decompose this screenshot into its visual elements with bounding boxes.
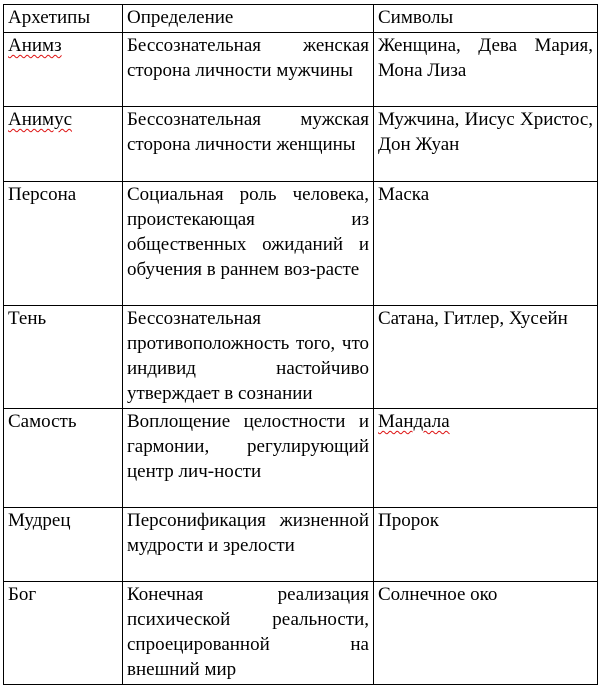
definition-cell: Бессознательная противоположность того, что индивид настойчиво утверждает в сознании [123, 306, 374, 409]
table-row [4, 409, 598, 508]
symbols-cell: Солнечное око [374, 582, 598, 685]
table-header-row [4, 5, 598, 33]
archetype-cell: Анимз [4, 33, 123, 107]
definition-cell: Бессознательная мужская сторона личности женщины [123, 107, 374, 182]
archetype-cell: Самость [4, 409, 123, 508]
header-symbols: Символы [374, 5, 598, 33]
symbols-cell: Мандала [374, 409, 598, 508]
symbols-cell: Пророк [374, 508, 598, 582]
definition-cell: Воплощение целостности и гармонии, регулирующий центр лич-ности [123, 409, 374, 508]
table-row [4, 508, 598, 582]
header-archetypes: Архетипы [4, 5, 123, 33]
table-row [4, 107, 598, 182]
definition-cell: Конечная реализация психической реальности, спроецированной на внешний мир [123, 582, 374, 685]
definition-cell: Бессознательная женская сторона личности мужчины [123, 33, 374, 107]
cropped-text-bottom [0, 664, 600, 671]
archetype-cell: Персона [4, 182, 123, 306]
symbols-cell: Женщина, Дева Мария, Мона Лиза [374, 33, 598, 107]
symbols-cell: Маска [374, 182, 598, 306]
header-definition: Определение [123, 5, 374, 33]
archetype-cell: Мудрец [4, 508, 123, 582]
symbols-cell: Мужчина, Иисус Христос, Дон Жуан [374, 107, 598, 182]
archetype-cell: Анимус [4, 107, 123, 182]
table-row [4, 306, 598, 409]
symbols-cell: Сатана, Гитлер, Хусейн [374, 306, 598, 409]
definition-cell: Персонификация жизненной мудрости и зрелости [123, 508, 374, 582]
definition-cell: Социальная роль человека, проистекающая из общественных ожиданий и обучения в раннем воз-расте [123, 182, 374, 306]
archetypes-table [3, 4, 598, 685]
archetype-cell: Бог [4, 582, 123, 685]
archetype-cell: Тень [4, 306, 123, 409]
table-row [4, 33, 598, 107]
table-row [4, 182, 598, 306]
